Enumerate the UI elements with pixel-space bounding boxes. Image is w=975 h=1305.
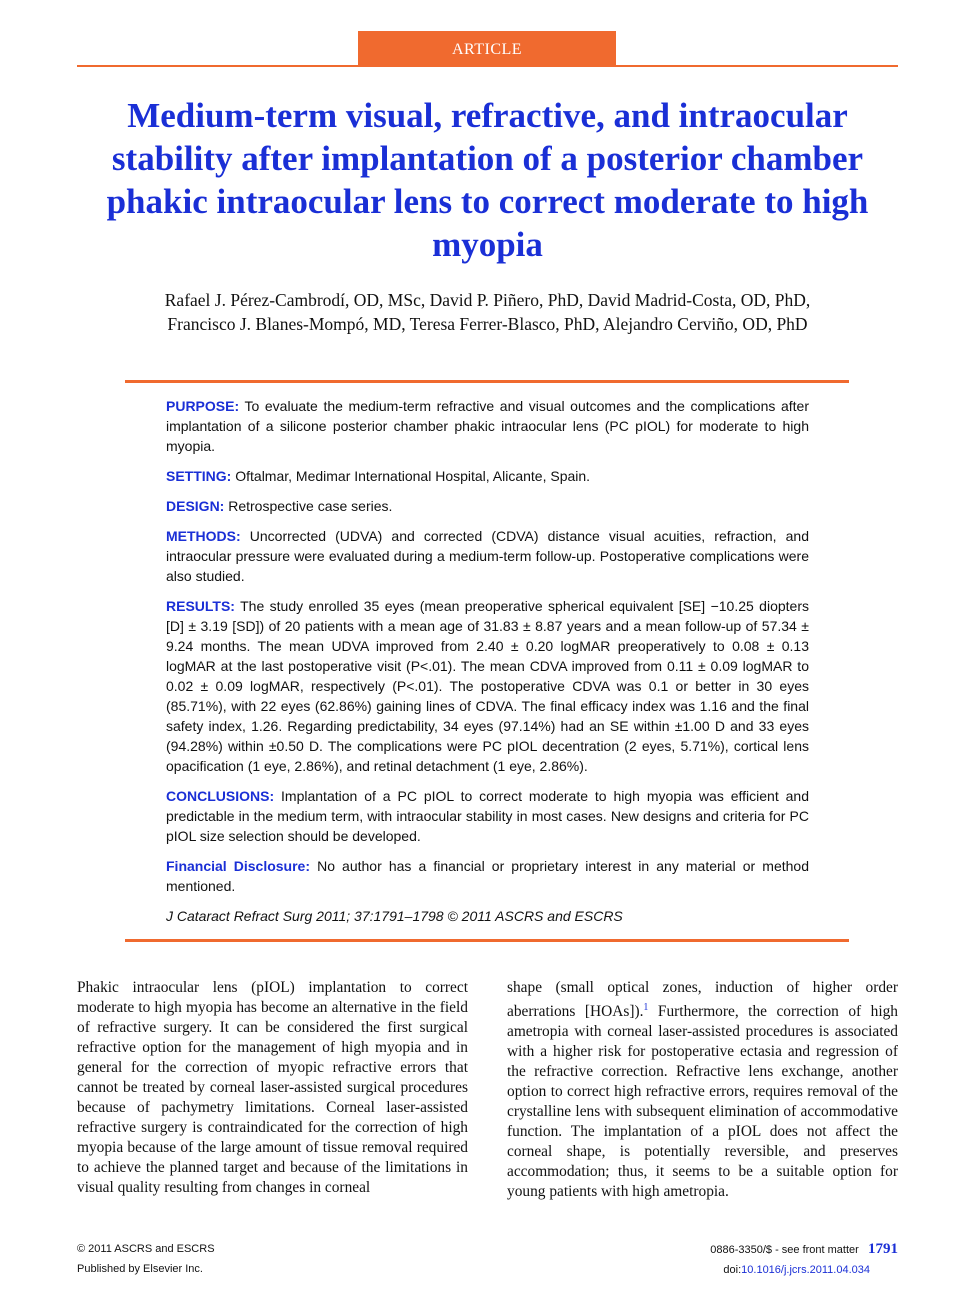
reference-superscript[interactable]: 1: [643, 1002, 649, 1013]
author-line: Rafael J. Pérez-Cambrodí, OD, MSc, David P. Piñero, PhD, David Madrid-Costa, OD, PhD,: [164, 290, 811, 310]
setting-text: Oftalmar, Medimar International Hospital, Alicante, Spain.: [231, 468, 591, 484]
abstract-methods: [166, 526, 809, 586]
intro-text-after-ref: Furthermore, the correction of high ametropia with corneal laser-assisted procedures is associated with a higher risk for postoperative ectasia and regression of the refractive correction. Refractive lens exchange, another option to correct high refractive errors, requires removal of the crystalline lens with subsequent elimination of accommodative function. The implantation of a pIOL does not affect the corneal shape, is potentially reversible, and preserves accommodation; thus, it seems to be a suitable option for young patients with high ametropia.: [507, 1003, 898, 1201]
body-column-right: [507, 978, 898, 1202]
abstract-design: [166, 496, 809, 516]
conclusions-text: Implantation of a PC pIOL to correct moderate to high myopia was efficient and predictable in the medium term, with intraocular stability in most cases. New designs and criteria for PC pIOL size selection should be developed.: [166, 788, 809, 844]
conclusions-label: CONCLUSIONS:: [166, 788, 275, 804]
issn-line: [560, 1239, 898, 1260]
footer-left: [77, 1239, 215, 1279]
abstract-disclosure: [166, 856, 809, 896]
issn-text: 0886-3350/$ - see front matter: [710, 1244, 859, 1256]
author-line: Francisco J. Blanes-Mompó, MD, Teresa Ferrer-Blasco, PhD, Alejandro Cerviño, OD, PhD: [167, 314, 808, 334]
doi-line: [560, 1260, 898, 1280]
publisher-notice: Published by Elsevier Inc.: [77, 1263, 203, 1275]
methods-text: Uncorrected (UDVA) and corrected (CDVA) distance visual acuities, refraction, and intraocular pressure were evaluated during a medium-term follow-up. Postoperative complications were also studied.: [166, 528, 809, 584]
disclosure-label: Financial Disclosure:: [166, 858, 311, 874]
intro-text-before-ref: shape (small optical zones, induction of higher order aberrations [HOAs]).: [507, 979, 898, 1021]
body-column-left: [77, 978, 468, 1198]
methods-label: METHODS:: [166, 528, 241, 544]
abstract-setting: [166, 466, 809, 486]
design-label: DESIGN:: [166, 498, 225, 514]
journal-citation: J Cataract Refract Surg 2011; 37:1791–1798 © 2011 ASCRS and ESCRS: [166, 908, 623, 924]
design-text: Retrospective case series.: [224, 498, 393, 514]
footer-right: [560, 1239, 898, 1280]
article-section-tag: ARTICLE: [358, 31, 616, 66]
purpose-label: PURPOSE:: [166, 398, 240, 414]
author-list: [60, 288, 915, 336]
abstract-purpose: [166, 396, 809, 456]
doi-link[interactable]: 10.1016/j.jcrs.2011.04.034: [741, 1264, 870, 1276]
header-divider: [77, 65, 898, 67]
intro-paragraph-left: Phakic intraocular lens (pIOL) implantation to correct moderate to high myopia has become an alternative in the field of refractive surgery. It can be considered the first surgical refractive option for the management of high myopia and in general for the correction of myopic refractive errors that cannot be treated by corneal laser-assisted surgical procedures because of pachymetry limitations. Corneal laser-assisted refractive surgery is contraindicated for the correction of high myopia because of the large amount of tissue removal required to achieve the planned target and because of the limitations in visual quality resulting from changes in corneal: [77, 979, 468, 1196]
copyright-notice: © 2011 ASCRS and ESCRS: [77, 1243, 215, 1255]
purpose-text: To evaluate the medium-term refractive and visual outcomes and the complications after implantation of a silicone posterior chamber phakic intraocular lens (PC pIOL) for moderate to high myopia.: [166, 398, 809, 454]
setting-label: SETTING:: [166, 468, 232, 484]
abstract-bottom-divider: [125, 939, 849, 942]
results-label: RESULTS:: [166, 598, 235, 614]
abstract-top-divider: [125, 380, 849, 383]
intro-paragraph-right: [507, 978, 898, 1202]
disclosure-text: No author has a financial or proprietary interest in any material or method mentioned.: [166, 858, 809, 894]
abstract-conclusions: [166, 786, 809, 846]
article-title: Medium-term visual, refractive, and intraocular stability after implantation of a posterior chamber phakic intraocular lens to correct moderate to high myopia: [106, 96, 869, 264]
doi-prefix: doi:: [723, 1264, 742, 1276]
results-text: The study enrolled 35 eyes (mean preoperative spherical equivalent [SE] −10.25 diopters [D] ± 3.19 [SD]) of 20 patients with a mean age of 31.83 ± 8.87 years and a mean follow-up of 57.34 ± 9.24 months. The mean UDVA improved from 2.40 ± 0.20 logMAR preoperatively to 0.08 ± 0.13 logMAR at the last postoperative visit (P<.01). The mean CDVA improved from 0.11 ± 0.09 logMAR to 0.02 ± 0.09 logMAR, respectively (P<.01). The postoperative CDVA was 0.1 or better in 30 eyes (85.71%), with 22 eyes (62.86%) gaining lines of CDVA. The final efficacy index was 1.16 and the final safety index, 1.26. Regarding predictability, 34 eyes (97.14%) had an SE within ±1.00 D and 33 eyes (94.28%) within ±0.50 D. The complications were PC pIOL decentration (2 eyes, 5.71%), cortical lens opacification (1 eye, 2.86%), and retinal detachment (1 eye, 2.86%).: [166, 598, 809, 774]
abstract: [166, 396, 809, 936]
abstract-results: [166, 596, 809, 776]
page-number: 1791: [868, 1241, 898, 1257]
